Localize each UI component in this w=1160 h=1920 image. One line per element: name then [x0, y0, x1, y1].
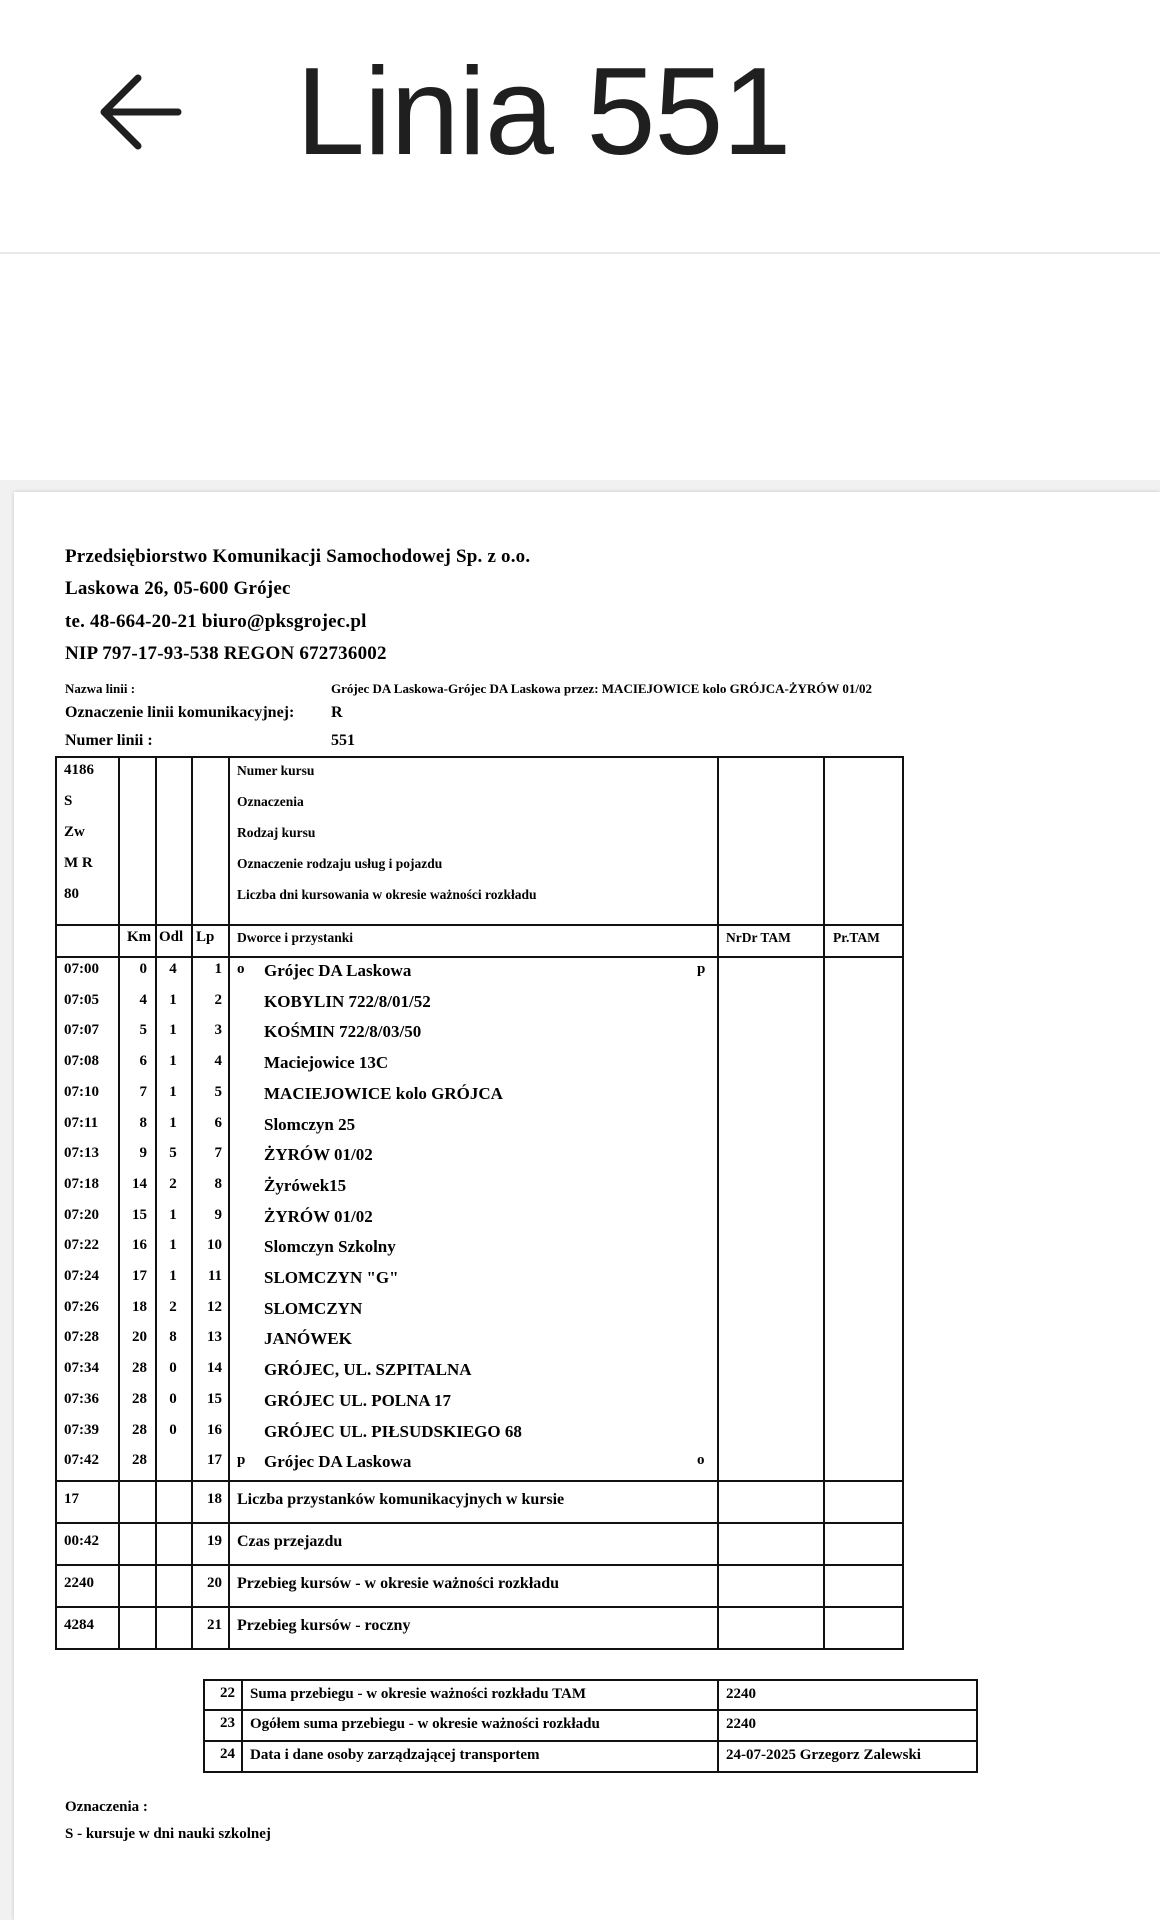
stop-name: Slomczyn Szkolny: [264, 1237, 396, 1257]
totals-vline: [717, 1679, 719, 1773]
totals-table: [14, 492, 1160, 1920]
stop-marker-post: p: [697, 961, 706, 977]
stop-km: 6: [139, 1053, 147, 1070]
timetable-page: [14, 492, 1160, 1920]
stop-time: 07:26: [64, 1298, 99, 1315]
course-header-label: Rodzaj kursu: [237, 825, 316, 840]
stop-odl: 8: [169, 1329, 177, 1346]
column-header-prtam: Pr.TAM: [833, 930, 880, 945]
stop-km: 0: [139, 961, 147, 977]
stop-lp: 14: [207, 1360, 222, 1377]
stop-name: Maciejowice 13C: [264, 1053, 389, 1073]
stop-marker-post: o: [697, 1452, 705, 1469]
stop-lp: 13: [207, 1329, 222, 1346]
summary-lp: 21: [207, 1617, 222, 1633]
stop-odl: 0: [169, 1360, 177, 1377]
stop-km: 15: [132, 1206, 147, 1223]
course-header-label: Numer kursu: [237, 763, 315, 778]
totals-label: Ogółem suma przebiegu - w okresie ważności rozkładu: [250, 1716, 600, 1732]
stop-name: Żyrówek15: [264, 1175, 347, 1195]
column-header-odl: Odl: [159, 929, 184, 945]
stop-lp: 8: [214, 1175, 222, 1192]
stop-lp: 7: [214, 1145, 222, 1162]
stop-time: 07:13: [64, 1145, 99, 1162]
course-header-value: M R: [64, 855, 93, 871]
stop-km: 4: [139, 991, 147, 1008]
course-header-value: S: [64, 793, 73, 809]
stop-time: 07:20: [64, 1206, 99, 1223]
summary-label: Przebieg kursów - w okresie ważności rozkładu: [237, 1575, 560, 1592]
legend-item: S - kursuje w dni nauki szkolnej: [65, 1826, 271, 1842]
stop-name: JANÓWEK: [264, 1329, 352, 1349]
stop-odl: 0: [169, 1390, 177, 1407]
stop-name: SLOMCZYN "G": [264, 1268, 399, 1287]
stop-odl: 1: [169, 1268, 177, 1284]
summary-label: Liczba przystanków komunikacyjnych w kursie: [237, 1491, 565, 1508]
company-contact: te. 48-664-20-21 biuro@pksgrojec.pl: [65, 611, 367, 632]
totals-value: 2240: [726, 1686, 756, 1702]
stop-name: GRÓJEC, UL. SZPITALNA: [264, 1360, 472, 1380]
stop-time: 07:11: [64, 1114, 99, 1131]
summary-lp: 19: [207, 1533, 222, 1549]
totals-hline: [203, 1771, 978, 1773]
line-code-label: Oznaczenie linii komunikacyjnej:: [65, 704, 295, 721]
stop-time: 07:10: [64, 1083, 99, 1100]
stop-km: 8: [139, 1114, 147, 1131]
course-header-label: Oznaczenie rodzaju usług i pojazdu: [237, 856, 443, 871]
stop-km: 18: [132, 1298, 147, 1315]
stop-time: 07:05: [64, 991, 99, 1008]
stop-lp: 17: [207, 1452, 222, 1469]
summary-lp: 18: [207, 1491, 222, 1507]
stop-lp: 16: [207, 1421, 222, 1438]
stop-name: SLOMCZYN: [264, 1298, 363, 1318]
totals-hline: [203, 1740, 978, 1742]
stop-km: 5: [139, 1022, 147, 1039]
stop-lp: 11: [207, 1268, 222, 1284]
stop-km: 28: [132, 1421, 147, 1438]
line-name-value: Grójec DA Laskowa-Grójec DA Laskowa przez: MACIEJOWICE kolo GRÓJCA-ŻYRÓW 01/02: [331, 681, 873, 696]
stop-time: 07:34: [64, 1360, 99, 1377]
stop-time: 07:00: [64, 961, 99, 977]
company-address: Laskowa 26, 05-600 Grójec: [65, 578, 291, 599]
column-header-km: Km: [127, 929, 152, 945]
stop-name: MACIEJOWICE kolo GRÓJCA: [264, 1083, 503, 1103]
stop-km: 28: [132, 1390, 147, 1407]
stop-odl: 1: [169, 1053, 177, 1070]
summary-value: 2240: [64, 1575, 94, 1591]
stop-odl: 5: [169, 1145, 177, 1162]
stop-odl: 0: [169, 1421, 177, 1438]
stop-time: 07:07: [64, 1022, 99, 1039]
stop-km: 7: [139, 1083, 147, 1100]
stop-marker-pre: o: [237, 961, 245, 977]
stop-lp: 4: [214, 1053, 222, 1070]
stop-time: 07:22: [64, 1237, 99, 1254]
stop-odl: 1: [169, 1237, 177, 1254]
stop-lp: 3: [214, 1022, 222, 1039]
stop-km: 28: [132, 1360, 147, 1377]
stop-name: KOBYLIN 722/8/01/52: [264, 991, 431, 1011]
company-name: Przedsiębiorstwo Komunikacji Samochodowej Sp. z o.o.: [65, 546, 531, 567]
stop-km: 17: [132, 1268, 147, 1284]
stop-time: 07:08: [64, 1053, 99, 1070]
stop-time: 07:36: [64, 1390, 99, 1407]
stop-lp: 6: [214, 1114, 222, 1131]
stop-odl: 2: [169, 1298, 177, 1315]
totals-lp: 23: [220, 1715, 235, 1731]
stop-time: 07:39: [64, 1421, 99, 1438]
line-name-label: Nazwa linii :: [65, 681, 136, 696]
stop-km: 20: [132, 1329, 147, 1346]
stop-odl: 1: [169, 1083, 177, 1100]
course-header-label: Liczba dni kursowania w okresie ważności rozkładu: [237, 887, 537, 902]
stop-time: 07:24: [64, 1268, 99, 1284]
stop-name: KOŚMIN 722/8/03/50: [264, 1022, 422, 1042]
stop-odl: 1: [169, 1206, 177, 1223]
summary-label: Przebieg kursów - roczny: [237, 1617, 411, 1634]
totals-lp: 24: [220, 1746, 235, 1762]
stop-name: ŻYRÓW 01/02: [264, 1206, 373, 1226]
summary-lp: 20: [207, 1575, 222, 1591]
stop-km: 28: [132, 1452, 147, 1469]
totals-lp: 22: [220, 1685, 235, 1701]
stop-time: 07:42: [64, 1452, 99, 1469]
stop-time: 07:18: [64, 1175, 99, 1192]
stop-lp: 1: [214, 961, 222, 977]
stop-odl: 1: [169, 1114, 177, 1131]
stop-odl: 2: [169, 1175, 177, 1192]
stop-lp: 10: [207, 1237, 222, 1254]
totals-vline: [241, 1679, 243, 1773]
stop-odl: 4: [169, 961, 177, 977]
column-header-nrdr: NrDr TAM: [726, 930, 791, 945]
course-header-label: Oznaczenia: [237, 794, 304, 809]
line-number-label: Numer linii :: [65, 732, 153, 749]
stop-lp: 9: [214, 1206, 222, 1223]
summary-label: Czas przejazdu: [237, 1533, 343, 1550]
stop-name: Grójec DA Laskowa: [264, 961, 412, 980]
totals-label: Data i dane osoby zarządzającej transportem: [250, 1747, 540, 1763]
summary-value: 00:42: [64, 1533, 99, 1549]
totals-vline: [976, 1679, 978, 1773]
document-viewer[interactable]: [0, 480, 1160, 1920]
stop-name: Grójec DA Laskowa: [264, 1452, 412, 1472]
totals-label: Suma przebiegu - w okresie ważności rozkładu TAM: [250, 1686, 586, 1702]
totals-value: 2240: [726, 1716, 756, 1732]
stop-name: ŻYRÓW 01/02: [264, 1145, 373, 1165]
line-number-value: 551: [331, 732, 355, 749]
stop-name: GRÓJEC UL. POLNA 17: [264, 1390, 452, 1410]
column-header-stops: Dworce i przystanki: [237, 930, 353, 945]
app-bar: [0, 0, 1160, 254]
stop-odl: 1: [169, 1022, 177, 1039]
course-header-value: Zw: [64, 824, 85, 840]
stop-lp: 12: [207, 1298, 222, 1315]
totals-hline: [203, 1679, 978, 1681]
stop-name: GRÓJEC UL. PIŁSUDSKIEGO 68: [264, 1421, 522, 1441]
stop-km: 9: [139, 1145, 147, 1162]
totals-hline: [203, 1709, 978, 1711]
page-title: Linia 551: [296, 43, 791, 181]
column-header-lp: Lp: [196, 929, 215, 945]
company-tax-ids: NIP 797-17-93-538 REGON 672736002: [65, 643, 387, 664]
stop-time: 07:28: [64, 1329, 99, 1346]
line-code-value: R: [331, 704, 343, 721]
stop-lp: 5: [214, 1083, 222, 1100]
back-arrow-icon[interactable]: [90, 60, 194, 164]
summary-value: 4284: [64, 1617, 94, 1633]
totals-value: 24-07-2025 Grzegorz Zalewski: [726, 1747, 921, 1763]
course-header-value: 80: [64, 886, 79, 902]
stop-lp: 15: [207, 1390, 222, 1407]
stop-km: 16: [132, 1237, 147, 1254]
stop-name: Slomczyn 25: [264, 1114, 356, 1134]
stop-odl: 1: [169, 991, 177, 1008]
legend-title: Oznaczenia :: [65, 1799, 148, 1815]
stop-marker-pre: p: [237, 1452, 246, 1469]
stop-lp: 2: [214, 991, 222, 1008]
summary-value: 17: [64, 1491, 79, 1507]
stop-km: 14: [132, 1175, 147, 1192]
course-header-value: 4186: [64, 762, 94, 778]
